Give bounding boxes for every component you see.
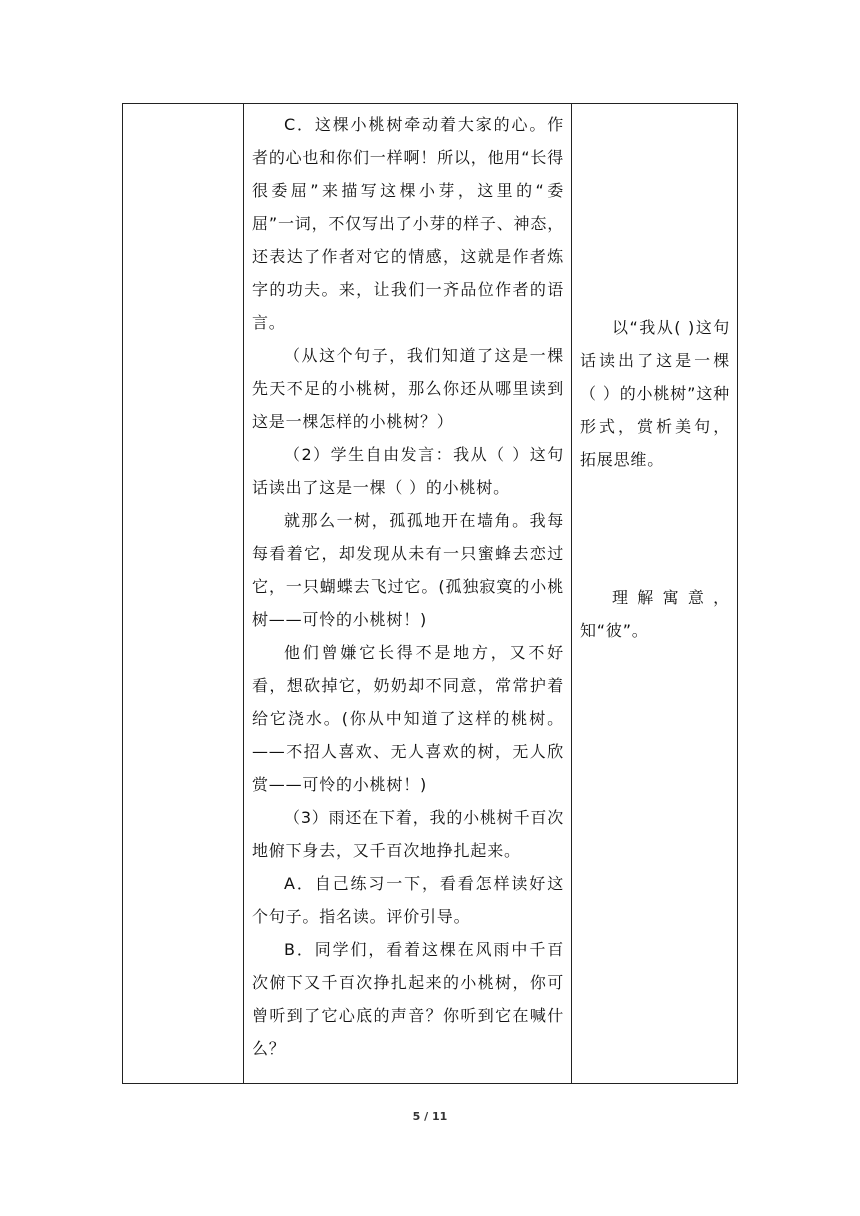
table-column-left-empty xyxy=(123,104,244,1083)
design-note-appreciation: 以“我从( )这句话读出了这是一棵（ ）的小桃树”这种形式，赏析美句，拓展思维。 xyxy=(580,318,730,469)
paragraph-question: （从这个句子，我们知道了这是一棵先天不足的小桃树，那么你还从哪里读到这是一棵怎样的小桃树？） xyxy=(252,346,564,431)
paragraph-step-2: （2）学生自由发言：我从（ ）这句话读出了这是一棵（ ）的小桃树。 xyxy=(252,445,564,497)
paragraph-c: C．这棵小桃树牵动着大家的心。作者的心也和你们一样啊！所以，他用“长得很委屈”来描写这棵小芽，这里的“委屈”一词，不仅写出了小芽的样子、神态，还表达了作者对它的情感，这就是作者炼字的功夫。来，让我们一齐品位作者的语言。 xyxy=(252,115,564,332)
page-number: 5 / 11 xyxy=(412,1110,448,1123)
paragraph-quote-1: 就那么一树，孤孤地开在墙角。我每每看着它，却发现从未有一只蜜蜂去恋过它，一只蝴蝶去飞过它。(孤独寂寞的小桃树——可怜的小桃树！) xyxy=(252,511,564,629)
paragraph-a: A．自己练习一下，看看怎样读好这个句子。指名读。评价引导。 xyxy=(252,874,564,926)
lesson-plan-table xyxy=(122,103,738,1084)
table-column-notes xyxy=(572,104,737,1083)
paragraph-quote-2: 他们曾嫌它长得不是地方，又不好看，想砍掉它，奶奶却不同意，常常护着给它浇水。(你从中知道了这样的桃树。——不招人喜欢、无人喜欢的树，无人欣赏——可怜的小桃树！) xyxy=(252,643,564,794)
paragraph-b: B．同学们，看着这棵在风雨中千百次俯下又千百次挣扎起来的小桃树，你可曾听到了它心底的声音？你听到它在喊什么？ xyxy=(252,940,564,1058)
main-content-text xyxy=(252,108,564,1065)
paragraph-step-3: （3）雨还在下着，我的小桃树千百次地俯下身去，又千百次地挣扎起来。 xyxy=(252,808,564,860)
table-column-main-content xyxy=(244,104,572,1083)
design-note-meaning: 理解寓意，知“彼”。 xyxy=(580,588,730,640)
